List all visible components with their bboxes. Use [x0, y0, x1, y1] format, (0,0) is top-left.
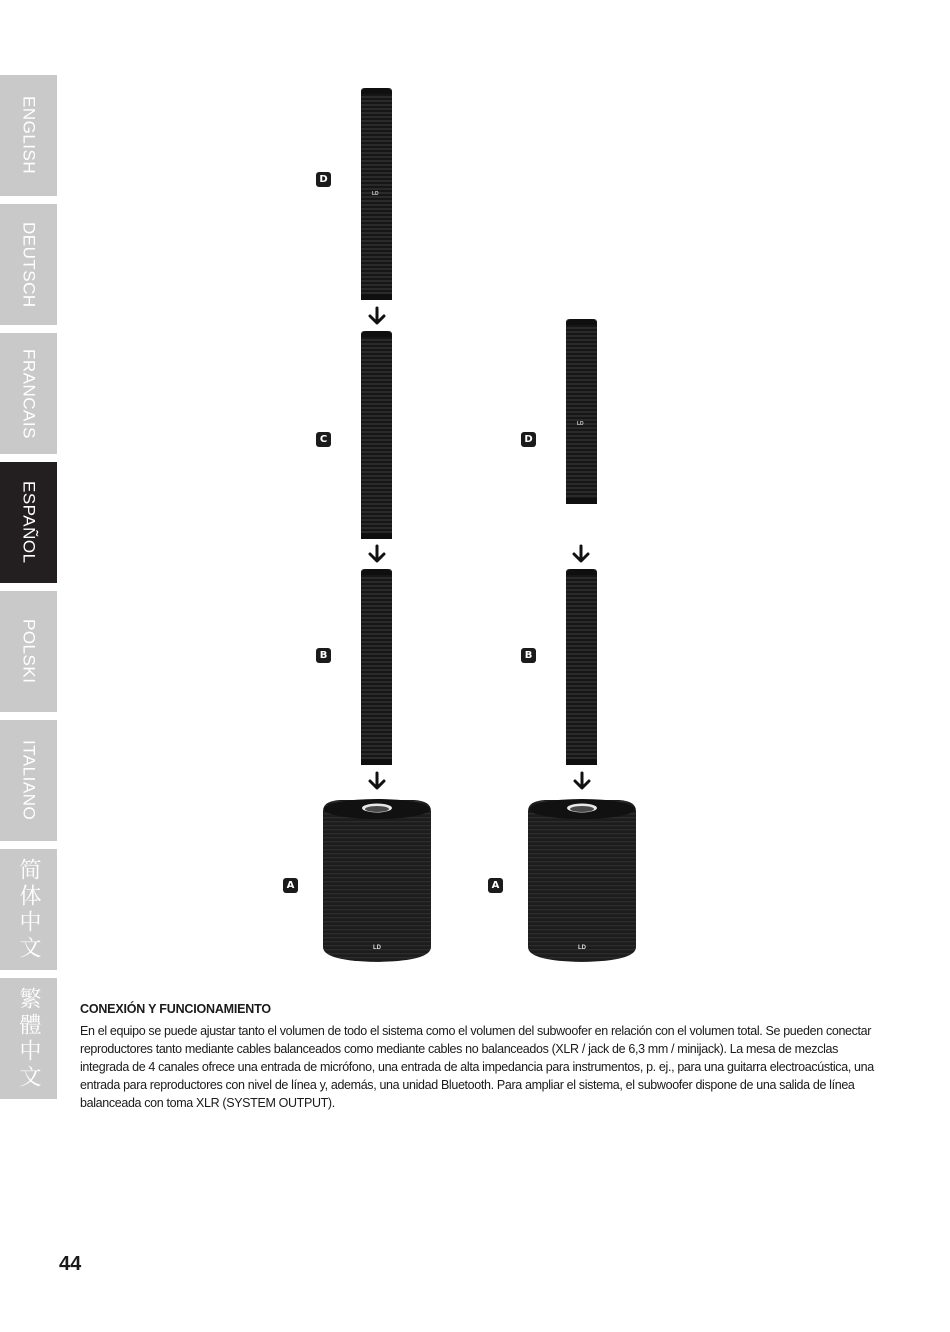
arrow-down-icon	[572, 771, 592, 791]
page-number: 44	[59, 1253, 82, 1275]
tab-label: ITALIANO	[19, 740, 39, 821]
arrow-down-icon	[571, 544, 591, 564]
label-badge-d: D	[521, 432, 536, 447]
arrow-down-icon	[367, 544, 387, 564]
label-badge-b: B	[521, 648, 536, 663]
arrow-down-icon	[367, 771, 387, 791]
subwoofer-left	[320, 797, 434, 963]
label-badge-a: A	[283, 878, 298, 893]
brand-logo: LD	[372, 191, 379, 197]
label-badge-d: D	[316, 172, 331, 187]
tab-label: DEUTSCH	[19, 221, 39, 308]
tab-label: ENGLISH	[19, 96, 39, 175]
label-badge-a: A	[488, 878, 503, 893]
brand-logo: LD	[373, 945, 381, 951]
brand-logo: LD	[578, 945, 586, 951]
column-element-d-right	[566, 319, 597, 504]
tab-label: ESPAÑOL	[19, 481, 39, 564]
column-element-c-left	[361, 331, 392, 539]
label-badge-b: B	[316, 648, 331, 663]
tab-label: 简体中文	[16, 857, 41, 962]
brand-logo: LD	[577, 421, 584, 427]
section-title: CONEXIÓN Y FUNCIONAMIENTO	[80, 1002, 271, 1016]
column-element-b-right	[566, 569, 597, 765]
section-body: En el equipo se puede ajustar tanto el volumen de todo el sistema como el volumen del subwoofer en relación con el volumen total. Se pueden conectar reproductores tanto mediante cables balanceados como mediante cables no balanceados (XLR / jack de 6,3 mm / minijack). La mesa de mezclas integrada de 4 canales ofrece una entrada de micrófono, una entrada de alta impedancia para instrumentos, p. ej., para una guitarra electroacústica, una entrada para reproductores con nivel de línea y, además, una unidad Bluetooth. Para ampliar el sistema, el subwoofer dispone de una salida de línea balanceada con toma XLR (SYSTEM OUTPUT).	[80, 1024, 874, 1110]
column-element-b-left	[361, 569, 392, 765]
subwoofer-right	[525, 797, 639, 963]
tab-label: FRANCAIS	[19, 348, 39, 439]
arrow-down-icon	[367, 306, 387, 326]
tab-label: POLSKI	[19, 619, 39, 684]
column-element-d-left	[361, 88, 392, 300]
label-badge-c: C	[316, 432, 331, 447]
tab-label: 繁體中文	[16, 986, 41, 1091]
